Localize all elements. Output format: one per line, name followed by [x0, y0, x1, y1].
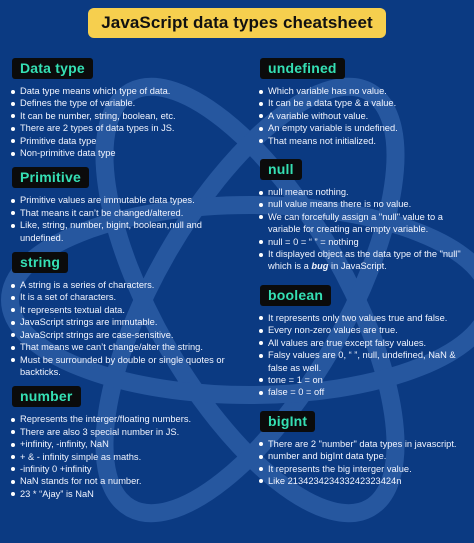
list-item: It represents textual data. [10, 304, 238, 316]
list-item: tone = 1 = on [258, 374, 468, 386]
list-item: -infinity 0 +infinity [10, 463, 238, 475]
list-item: JavaScript strings are immutable. [10, 316, 238, 328]
section-boolean [258, 285, 468, 399]
list-item: null value means there is no value. [258, 198, 468, 210]
list-item: Primitive data type [10, 135, 238, 147]
list-item: There are 2 types of data types in JS. [10, 122, 238, 134]
section-string [10, 252, 238, 378]
section-null [258, 159, 468, 273]
section-heading-undefined: undefined [260, 58, 345, 79]
list-item: There are 2 "number" data types in javascript. [258, 438, 468, 450]
section-heading-boolean: boolean [260, 285, 331, 306]
list-item: Defines the type of variable. [10, 97, 238, 109]
list-item: Must be surrounded by double or single quotes or backticks. [10, 354, 238, 379]
list-item: Data type means which type of data. [10, 85, 238, 97]
boolean-list [258, 312, 468, 399]
section-number [10, 386, 238, 500]
section-undefined [258, 58, 468, 147]
list-item: 23 * “Ajay” is NaN [10, 488, 238, 500]
right-column [258, 58, 468, 487]
list-item: We can forcefully assign a "null" value to a variable for creating an empty variable. [258, 211, 468, 236]
list-item: Non-primitive data type [10, 147, 238, 159]
section-heading-bigint: bigInt [260, 411, 315, 432]
section-heading-data-type: Data type [12, 58, 93, 79]
list-item: A variable without value. [258, 110, 468, 122]
list-item [258, 248, 468, 273]
list-item: NaN stands for not a number. [10, 475, 238, 487]
list-item: number and bigInt data type. [258, 450, 468, 462]
list-item: Which variable has no value. [258, 85, 468, 97]
undefined-list [258, 85, 468, 147]
list-item: It can be a data type & a value. [258, 97, 468, 109]
null-bug-suffix: in JavaScript. [328, 261, 387, 272]
bigint-list [258, 438, 468, 488]
list-item: Primitive values are immutable data types. [10, 194, 238, 206]
primitive-list [10, 194, 238, 244]
section-data-type [10, 58, 238, 159]
section-heading-number: number [12, 386, 81, 407]
bug-word: bug [311, 261, 329, 272]
list-item: It is a set of characters. [10, 291, 238, 303]
list-item: null means nothing. [258, 186, 468, 198]
null-list [258, 186, 468, 273]
left-column [10, 58, 238, 500]
list-item: Like 213423423433242323424n [258, 475, 468, 487]
list-item: That means not initialized. [258, 135, 468, 147]
null-bug-prefix: It displayed object as the data type of the "null" which is a [268, 249, 461, 272]
list-item: JavaScript strings are case-sensitive. [10, 329, 238, 341]
data-type-list [10, 85, 238, 159]
list-item: That means it can’t be changed/altered. [10, 207, 238, 219]
page-title: JavaScript data types cheatsheet [88, 8, 386, 38]
section-heading-null: null [260, 159, 302, 180]
section-heading-string: string [12, 252, 68, 273]
list-item: All values are true except falsy values. [258, 337, 468, 349]
list-item: An empty variable is undefined. [258, 122, 468, 134]
section-bigint [258, 411, 468, 488]
list-item: A string is a series of characters. [10, 279, 238, 291]
list-item: Every non-zero values are true. [258, 324, 468, 336]
list-item: It can be number, string, boolean, etc. [10, 110, 238, 122]
list-item: + & - infinity simple as maths. [10, 451, 238, 463]
list-item: It represents only two values true and false. [258, 312, 468, 324]
number-list [10, 413, 238, 500]
list-item: It represents the big interger value. [258, 463, 468, 475]
string-list [10, 279, 238, 378]
list-item: Represents the interger/floating numbers. [10, 413, 238, 425]
list-item: Falsy values are 0, “ ”, null, undefined, NaN & false as well. [258, 349, 468, 374]
section-heading-primitive: Primitive [12, 167, 89, 188]
list-item: +infinity, -infinity, NaN [10, 438, 238, 450]
list-item: false = 0 = off [258, 386, 468, 398]
list-item: Like, string, number, bigint, boolean,null and undefined. [10, 219, 238, 244]
list-item: That means we can’t change/alter the string. [10, 341, 238, 353]
section-primitive [10, 167, 238, 244]
list-item: There are also 3 special number in JS. [10, 426, 238, 438]
list-item: null = 0 = “ ” = nothing [258, 236, 468, 248]
